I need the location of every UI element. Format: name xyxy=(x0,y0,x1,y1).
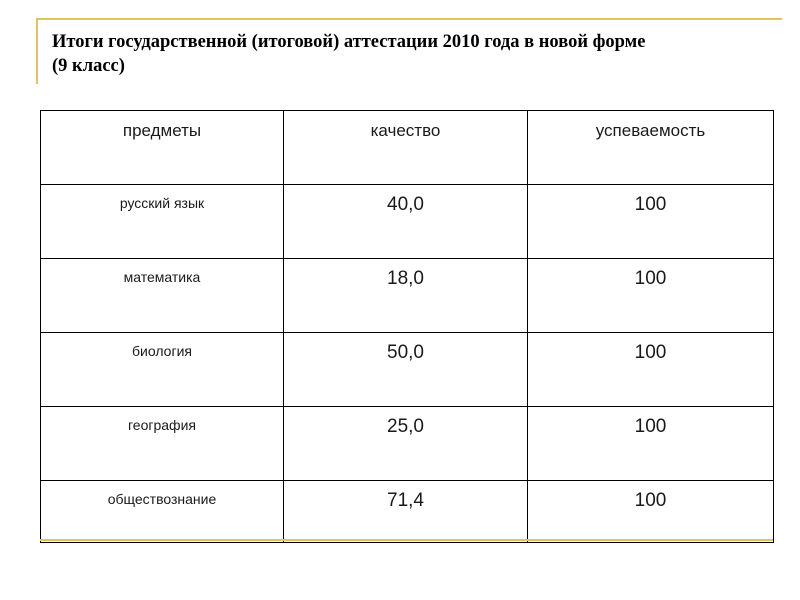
table-row xyxy=(41,185,774,259)
table-row xyxy=(41,259,774,333)
page-title-line-2: (9 класс) xyxy=(52,56,125,76)
performance-cell: 100 xyxy=(528,259,774,333)
performance-cell: 100 xyxy=(528,185,774,259)
performance-cell: 100 xyxy=(528,481,774,543)
performance-cell: 100 xyxy=(528,407,774,481)
subject-cell: русский язык xyxy=(41,185,284,259)
table-row xyxy=(41,481,774,543)
header-quality: качество xyxy=(284,111,528,185)
page-title-line-1: Итоги государственной (итоговой) аттестации 2010 года в новой форме xyxy=(52,32,646,52)
subject-cell: география xyxy=(41,407,284,481)
decorative-line-bottom xyxy=(40,539,773,541)
subject-cell: обществознание xyxy=(41,481,284,543)
page-title xyxy=(52,30,772,78)
quality-cell: 18,0 xyxy=(284,259,528,333)
table-header-row xyxy=(41,111,774,185)
subject-cell: биология xyxy=(41,333,284,407)
header-subjects: предметы xyxy=(41,111,284,185)
subject-cell: математика xyxy=(41,259,284,333)
decorative-line-left xyxy=(36,18,38,84)
performance-cell: 100 xyxy=(528,333,774,407)
quality-cell: 71,4 xyxy=(284,481,528,543)
decorative-line-top xyxy=(36,18,782,20)
table-row xyxy=(41,407,774,481)
quality-cell: 50,0 xyxy=(284,333,528,407)
results-table xyxy=(40,110,774,543)
quality-cell: 40,0 xyxy=(284,185,528,259)
quality-cell: 25,0 xyxy=(284,407,528,481)
table-row xyxy=(41,333,774,407)
header-performance: успеваемость xyxy=(528,111,774,185)
